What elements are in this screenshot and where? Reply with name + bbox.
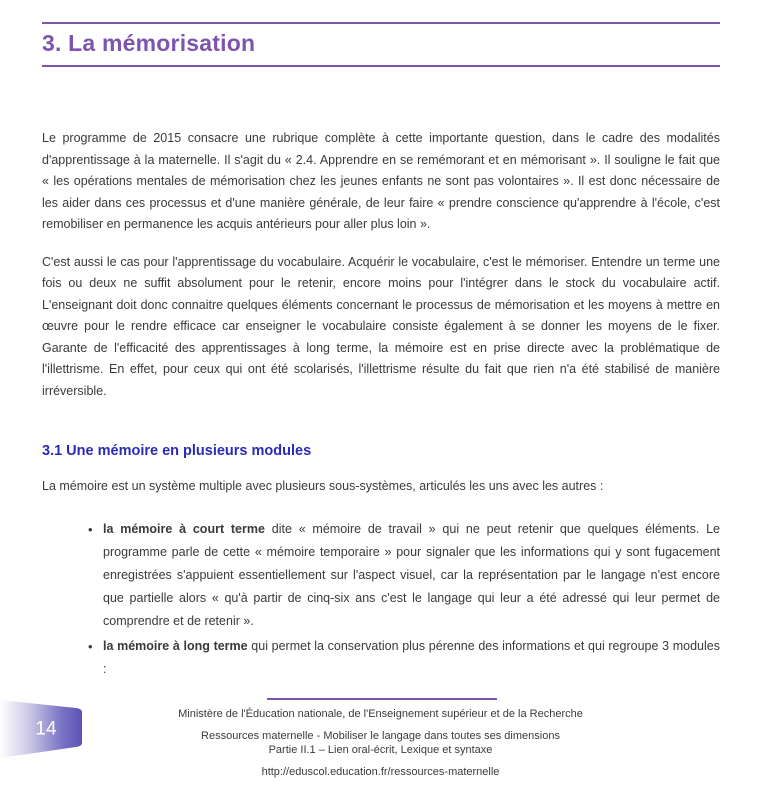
section-heading-3-1: 3.1 Une mémoire en plusieurs modules [42, 443, 312, 459]
footer-collection: Ressources maternelle - Mobiliser le langage dans toutes ses dimensions [201, 730, 560, 742]
page-footer [0, 707, 761, 779]
paragraph-vocabulaire: C'est aussi le cas pour l'apprentissage du vocabulaire. Acquérir le vocabulaire, c'est le mémoriser. Entendre un terme une fois ou deux ne suffit absolument pour le retenir, encore moins pour l'intégrer dans le stock du vocabulaire actif. L'enseignant doit donc connaitre quelques éléments concernant le processus de mémorisation et les moyens à mettre en œuvre pour le rendre efficace car enseigner le vocabulaire consiste également à se donner les moyens de le fixer. Garante de l'efficacité des apprentissages à long terme, la mémoire est en prise directe avec la problématique de l'illettrisme. En effet, pour ceux qui ont été scolarisés, l'illettrisme résulte du fait que rien n'a été stabilisé de manière irréversible. [42, 254, 720, 398]
page-header [42, 22, 720, 67]
footer-divider [267, 698, 497, 700]
list-item-text: qui permet la conservation plus pérenne des informations et qui regroupe 3 modules : [103, 638, 720, 676]
section-intro: La mémoire est un système multiple avec plusieurs sous-systèmes, articulés les uns avec les autres : [42, 479, 604, 493]
page-title: 3. La mémorisation [42, 30, 256, 56]
footer-url: http://eduscol.education.fr/ressources-maternelle [261, 766, 500, 778]
list-item-court-terme [42, 518, 720, 633]
paragraph-program-2015: Le programme de 2015 consacre une rubrique complète à cette importante question, dans le cadre des modalités d'apprentissage à la maternelle. Il s'agit du « 2.4. Apprendre en se remémorant et en mémorisant ». Il souligne le fait que « les opérations mentales de mémorisation chez les jeunes enfants ne sont pas volontaires ». Il est donc nécessaire de les aider dans ces processus et d'une manière générale, de leur faire « prendre conscience qu'apprendre à l'école, c'est remobiliser en permanence les acquis antérieurs pour aller plus loin ». [42, 131, 720, 231]
page-number-badge [0, 697, 84, 760]
list-item-lead: la mémoire à court terme [103, 521, 265, 536]
memory-modules-list [42, 518, 720, 681]
footer-ministry: Ministère de l'Éducation nationale, de l'Enseignement supérieur et de la Recherche [178, 708, 583, 720]
footer-part: Partie II.1 – Lien oral-écrit, Lexique et syntaxe [268, 744, 493, 756]
main-content [42, 128, 720, 683]
page-number: 14 [35, 718, 57, 740]
list-item-text: dite « mémoire de travail » qui ne peut retenir que quelques éléments. Le programme parle de cette « mémoire temporaire » pour signaler que les informations qui y sont fugacement enregistrées s'appuient essentiellement sur l'aspect visuel, car la représentation par le langage n'est encore que partielle alors « qu'à partir de cinq-six ans c'est le langage qui leur a été adressé qui leur permet de comprendre et de retenir ». [103, 521, 720, 628]
list-item-long-terme [42, 635, 720, 681]
page-number-badge-shape [0, 697, 84, 760]
list-item-lead: la mémoire à long terme [103, 638, 248, 653]
